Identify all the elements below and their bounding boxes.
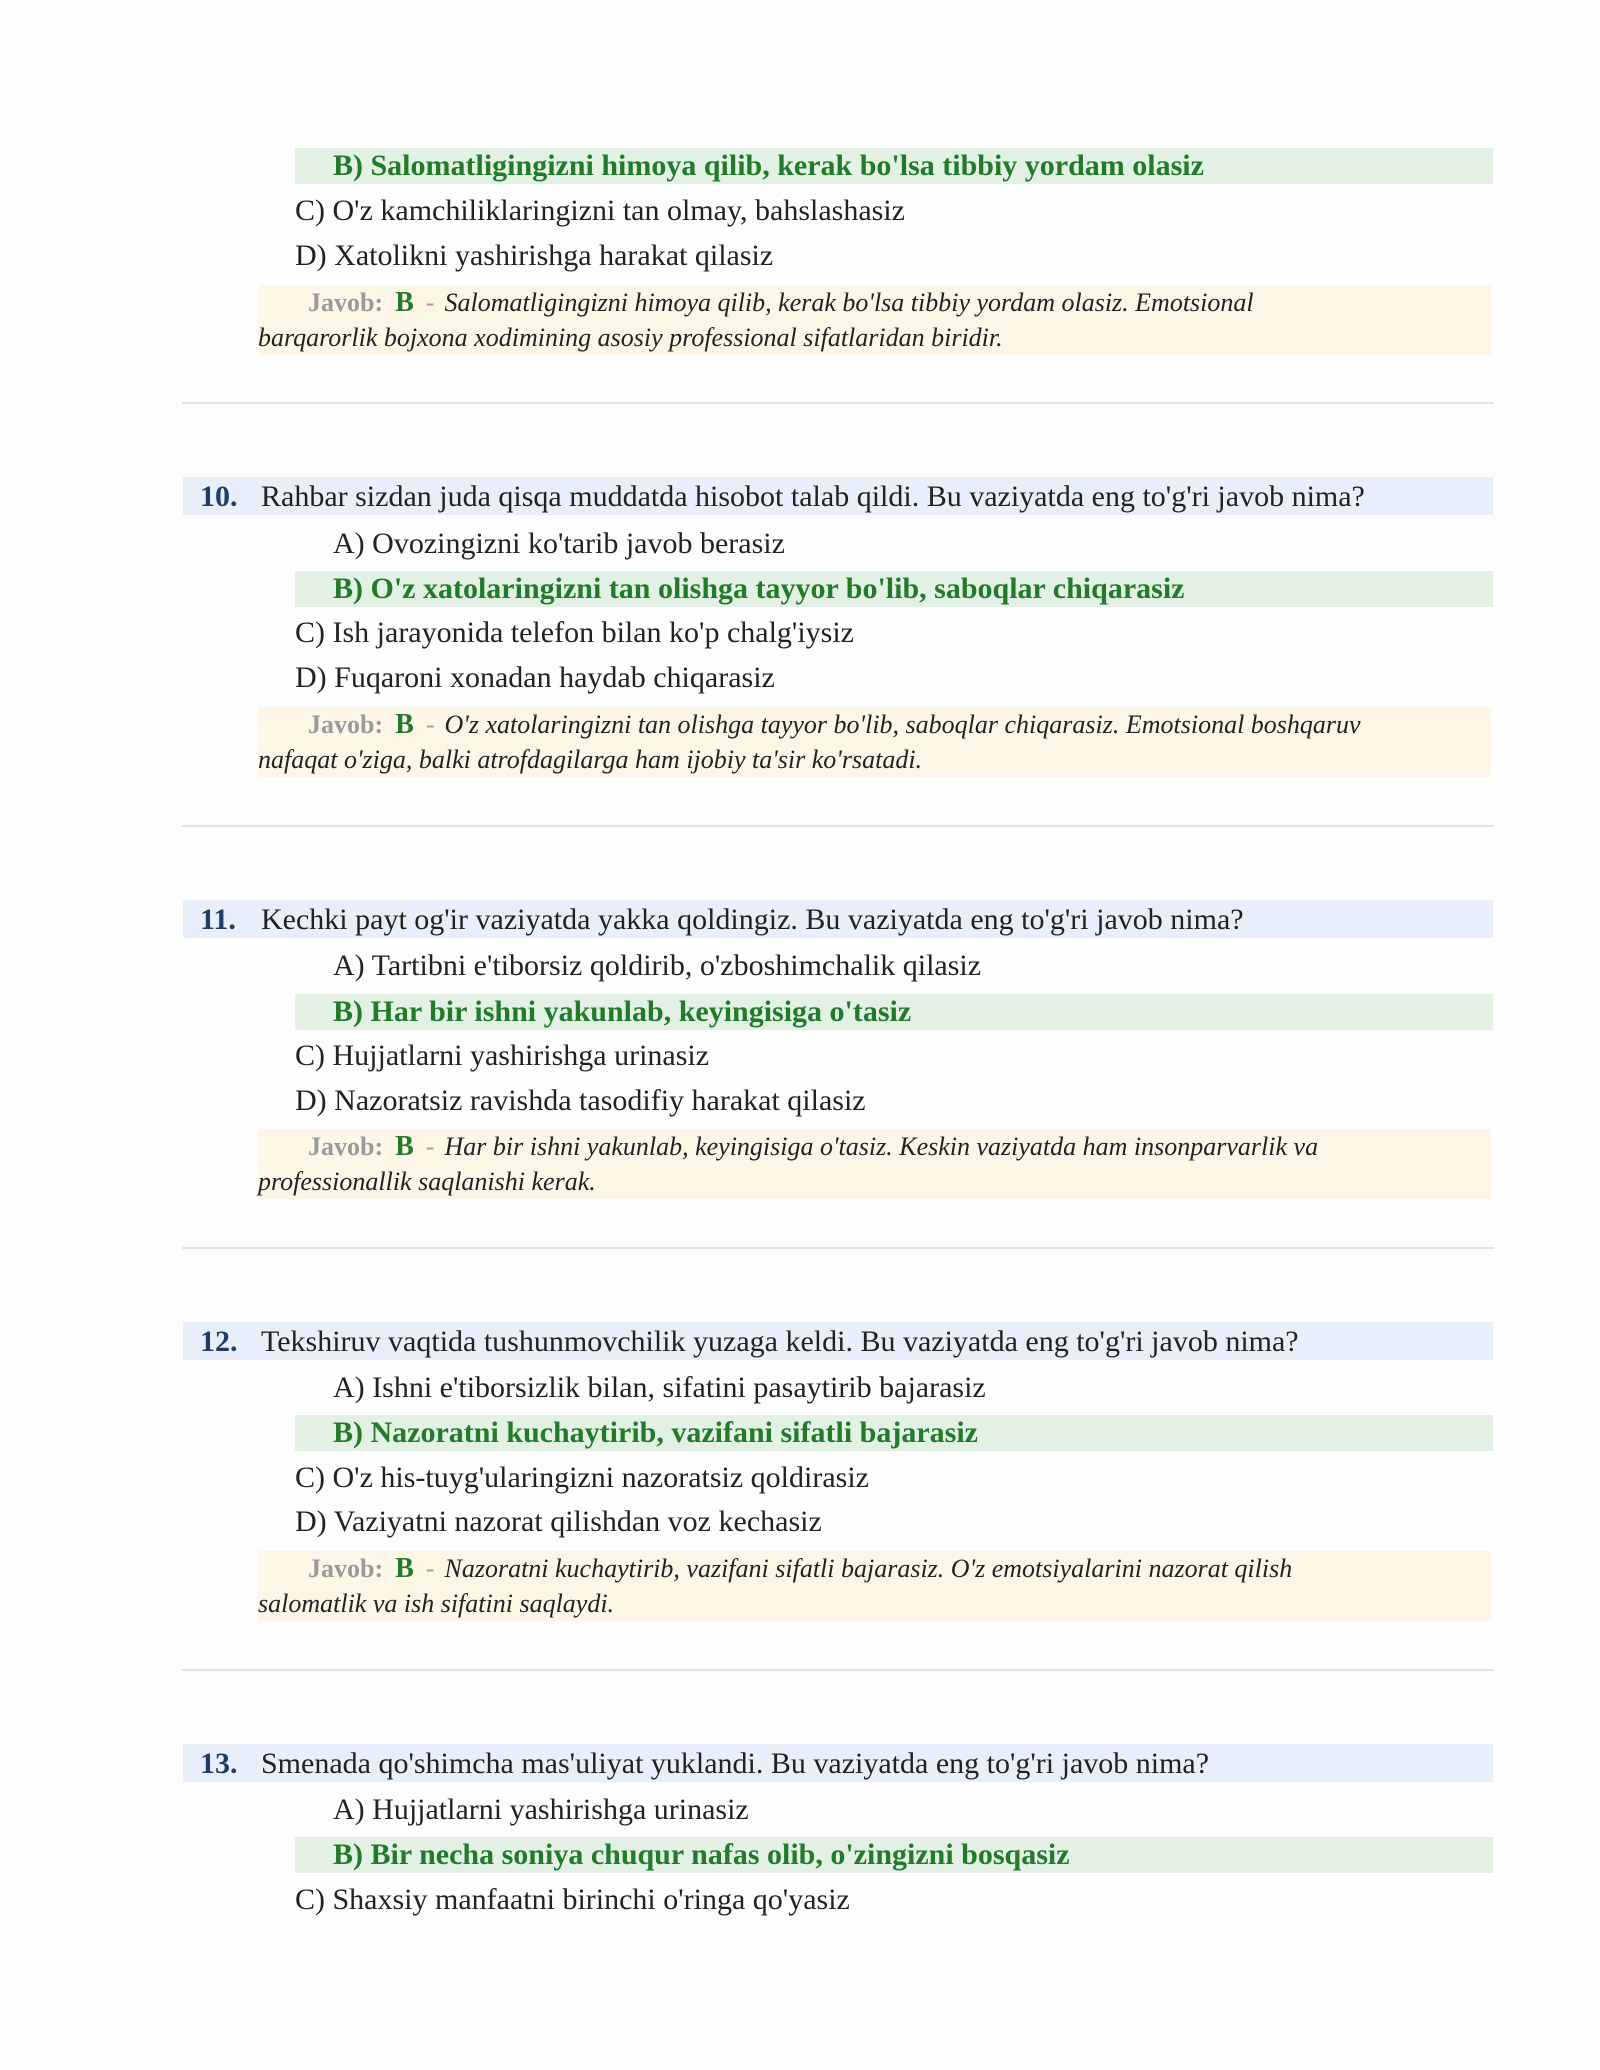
option-c[interactable]: C) Ish jarayonida telefon bilan ko'p chalg'iysiz xyxy=(295,616,854,649)
answer-text: Har bir ishni yakunlab, keyingisiga o'tasiz. Keskin vaziyatda ham insonparvarlik va xyxy=(444,1132,1319,1161)
option-d[interactable]: D) Fuqaroni xonadan haydab chiqarasiz xyxy=(295,661,775,694)
answer-line-2: barqarorlik bojxona xodimining asosiy professional sifatlaridan biridir. xyxy=(258,323,1003,352)
question-text: Tekshiruv vaqtida tushunmovchilik yuzaga keldi. Bu vaziyatda eng to'g'ri javob nima? xyxy=(261,1325,1299,1358)
option-b-text: B) Nazoratni kuchaytirib, vazifani sifatli bajarasiz xyxy=(333,1416,978,1449)
answer-letter: B xyxy=(395,1131,414,1162)
option-a[interactable]: A) Tartibni e'tiborsiz qoldirib, o'zboshimchalik qilasiz xyxy=(333,949,982,982)
question-row xyxy=(183,900,1493,938)
option-c[interactable]: C) Hujjatlarni yashirishga urinasiz xyxy=(295,1039,710,1072)
answer-dash: - xyxy=(425,288,435,317)
answer-text: Nazoratni kuchaytirib, vazifani sifatli bajarasiz. O'z emotsiyalarini nazorat qilish xyxy=(444,1554,1293,1583)
answer-letter: B xyxy=(395,1553,414,1584)
answer-dash: - xyxy=(425,1132,435,1161)
option-a[interactable]: A) Ishni e'tiborsizlik bilan, sifatini pasaytirib bajarasiz xyxy=(333,1371,986,1404)
question-row xyxy=(183,1322,1493,1360)
option-b-text: B) Bir necha soniya chuqur nafas olib, o'zingizni bosqasiz xyxy=(333,1838,1070,1871)
option-a[interactable]: A) Hujjatlarni yashirishga urinasiz xyxy=(333,1793,749,1826)
answer-text: O'z xatolaringizni tan olishga tayyor bo'lib, saboqlar chiqarasiz. Emotsional boshqaruv xyxy=(444,710,1361,739)
answer-dash: - xyxy=(425,710,435,739)
divider xyxy=(182,1247,1494,1249)
question-number: 11. xyxy=(200,903,236,936)
divider xyxy=(182,402,1494,404)
question-row xyxy=(183,1744,1493,1782)
option-b-correct[interactable] xyxy=(295,148,1493,184)
answer-explanation xyxy=(258,1551,1491,1621)
option-b-correct[interactable] xyxy=(295,994,1493,1030)
option-c[interactable]: C) O'z his-tuyg'ularingizni nazoratsiz qoldirasiz xyxy=(295,1461,869,1494)
question-text: Kechki payt og'ir vaziyatda yakka qoldingiz. Bu vaziyatda eng to'g'ri javob nima? xyxy=(261,903,1244,936)
option-d[interactable]: D) Nazoratsiz ravishda tasodifiy harakat qilasiz xyxy=(295,1084,866,1117)
option-c[interactable]: C) O'z kamchiliklaringizni tan olmay, bahslashasiz xyxy=(295,194,905,227)
answer-label: Javob: xyxy=(308,710,384,739)
option-b-text: B) O'z xatolaringizni tan olishga tayyor bo'lib, saboqlar chiqarasiz xyxy=(333,572,1185,605)
answer-line-2: salomatlik va ish sifatini saqlaydi. xyxy=(258,1589,615,1618)
question-text: Smenada qo'shimcha mas'uliyat yuklandi. Bu vaziyatda eng to'g'ri javob nima? xyxy=(261,1747,1210,1780)
answer-line-1 xyxy=(308,1551,1292,1587)
option-b-correct[interactable] xyxy=(295,1837,1493,1873)
divider xyxy=(182,825,1494,827)
option-d[interactable]: D) Vaziyatni nazorat qilishdan voz kechasiz xyxy=(295,1505,822,1538)
answer-explanation xyxy=(258,1129,1491,1199)
question-number: 13. xyxy=(200,1747,238,1780)
answer-letter: B xyxy=(395,287,414,318)
question-number: 12. xyxy=(200,1325,238,1358)
answer-explanation xyxy=(258,707,1491,777)
option-b-text: B) Salomatligingizni himoya qilib, kerak bo'lsa tibbiy yordam olasiz xyxy=(333,149,1204,182)
question-text: Rahbar sizdan juda qisqa muddatda hisobot talab qildi. Bu vaziyatda eng to'g'ri javob nima? xyxy=(261,480,1365,513)
answer-line-2: nafaqat o'ziga, balki atrofdagilarga ham ijobiy ta'sir ko'rsatadi. xyxy=(258,745,923,774)
answer-line-1 xyxy=(308,1129,1318,1165)
answer-text: Salomatligingizni himoya qilib, kerak bo'lsa tibbiy yordam olasiz. Emotsional xyxy=(444,288,1254,317)
answer-label: Javob: xyxy=(308,1554,384,1583)
option-b-correct[interactable] xyxy=(295,571,1493,607)
option-c[interactable]: C) Shaxsiy manfaatni birinchi o'ringa qo'yasiz xyxy=(295,1883,850,1916)
answer-explanation xyxy=(258,285,1491,355)
answer-line-2: professionallik saqlanishi kerak. xyxy=(258,1167,596,1196)
answer-label: Javob: xyxy=(308,288,384,317)
divider xyxy=(182,1669,1494,1671)
answer-dash: - xyxy=(425,1554,435,1583)
question-number: 10. xyxy=(200,480,238,513)
answer-letter: B xyxy=(395,709,414,740)
option-b-correct[interactable] xyxy=(295,1415,1493,1451)
answer-label: Javob: xyxy=(308,1132,384,1161)
answer-line-1 xyxy=(308,285,1254,321)
answer-line-1 xyxy=(308,707,1361,743)
option-a[interactable]: A) Ovozingizni ko'tarib javob berasiz xyxy=(333,527,785,560)
question-row xyxy=(183,477,1493,515)
option-d[interactable]: D) Xatolikni yashirishga harakat qilasiz xyxy=(295,239,774,272)
option-b-text: B) Har bir ishni yakunlab, keyingisiga o'tasiz xyxy=(333,995,912,1028)
